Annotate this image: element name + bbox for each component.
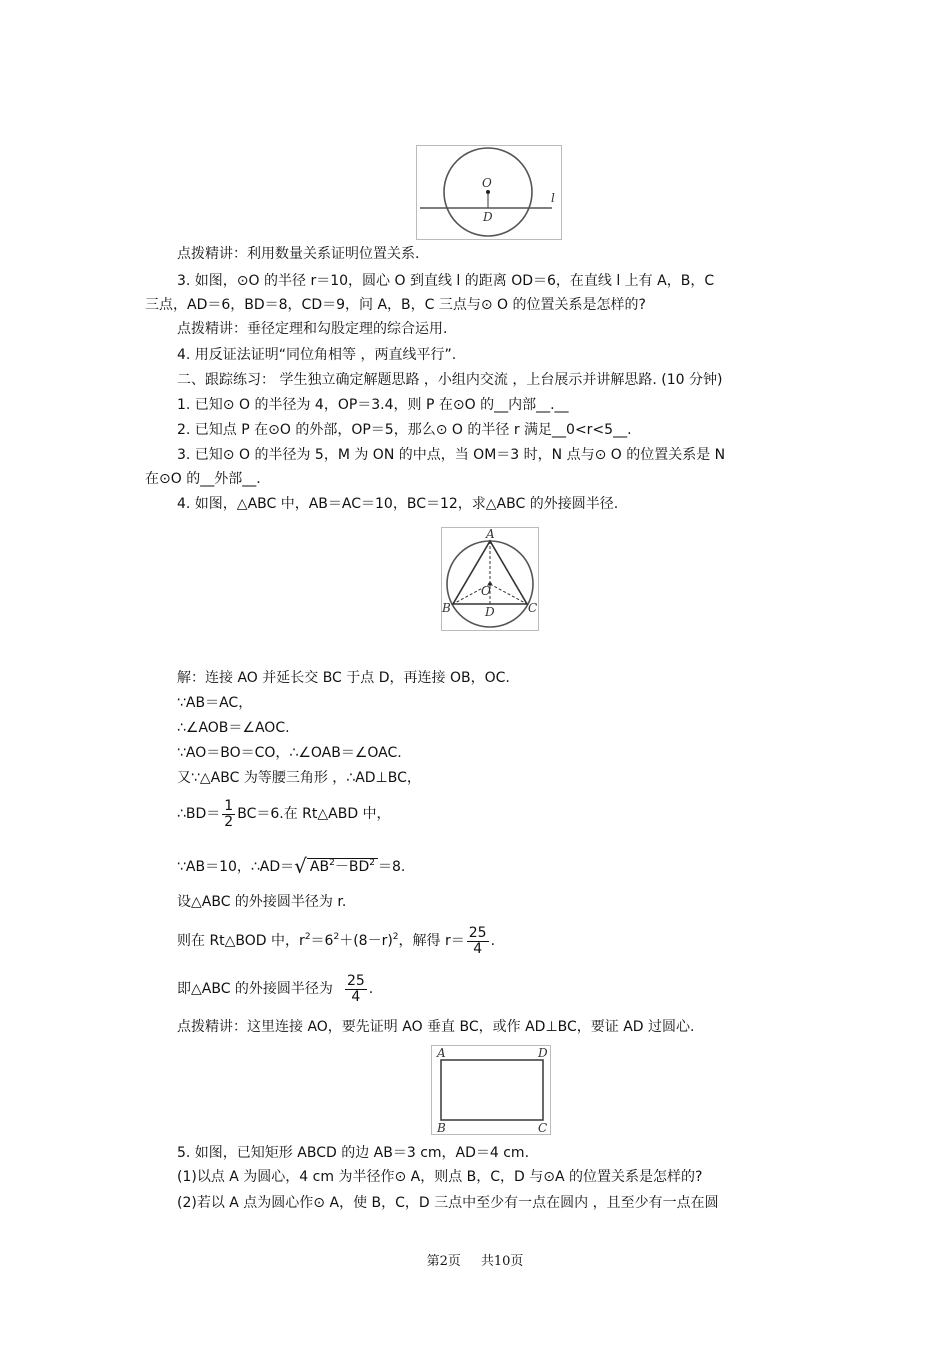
solution-line-10: [177, 972, 373, 1006]
fraction-denominator: 4: [351, 988, 361, 1005]
exponent: 2: [369, 858, 375, 868]
question-5-part-1: (1)以点 A 为圆心，4 cm 为半径作⊙ A，则点 B，C，D 与⊙A 的位置关系是怎样的?: [177, 1169, 703, 1185]
solution-9-part: ，解得 r＝: [398, 933, 465, 949]
solution-line-9: [177, 924, 495, 958]
label-d: D: [483, 210, 493, 224]
fraction-denominator: 4: [473, 940, 483, 957]
solution-10-end: .: [368, 981, 374, 997]
exponent: 2: [304, 932, 311, 942]
label-o: O: [482, 176, 492, 190]
solution-7-text: ∵AB＝10，∴AD＝: [177, 859, 295, 875]
label-c: C: [528, 601, 538, 615]
tip-1: 点拨精讲：利用数量关系证明位置关系.: [177, 246, 420, 262]
question-3-line-1: 3. 如图，⊙O 的半径 r＝10，圆心 O 到直线 l 的距离 OD＝6，在直线 l 上有 A，B，C: [177, 273, 715, 289]
question-5-part-2: (2)若以 A 点为圆心作⊙ A，使 B，C，D 三点中至少有一点在圆内 ，且至少有一点在圆: [177, 1195, 719, 1211]
solution-line-2: ∵AB＝AC，: [177, 695, 253, 711]
exercise-2-end: .: [627, 422, 632, 438]
solution-line-7: [177, 855, 405, 878]
label-d: D: [538, 1046, 548, 1060]
solution-6-text: ∴BD＝: [177, 806, 221, 822]
label-l: l: [551, 191, 555, 205]
label-o: O: [481, 584, 491, 598]
exercise-4: 4. 如图，△ABC 中，AB＝AC＝10，BC＝12，求△ABC 的外接圆半径.: [177, 496, 619, 512]
tip-2: 点拨精讲：垂径定理和勾股定理的综合运用.: [177, 321, 448, 337]
exponent: 2: [392, 932, 399, 942]
page-total: 共10页: [480, 1254, 524, 1269]
figure-circle-line: [416, 145, 562, 240]
solution-line-1: 解：连接 AO 并延长交 BC 于点 D，再连接 OB，OC.: [177, 670, 510, 686]
exercise-1: [177, 396, 569, 414]
solution-line-4: ∵AO＝BO＝CO，∴∠OAB＝∠OAC.: [177, 745, 402, 761]
section-heading-2: 二、跟踪练习： 学生独立确定解题思路 ，小组内交流 ，上台展示并讲解思路. (10 分钟): [177, 372, 723, 388]
point-o: [486, 190, 490, 194]
exercise-1-text: 1. 已知⊙ O 的半径为 4，OP＝3.4，则 P 在⊙O 的: [177, 397, 495, 413]
label-a: A: [437, 1046, 446, 1060]
solution-9-part: ＋(8－r): [339, 933, 393, 949]
solution-line-8: 设△ABC 的外接圆半径为 r.: [177, 894, 347, 910]
page-footer: [0, 1250, 950, 1269]
sqrt-sign: √: [294, 854, 307, 878]
exercise-3-text: 在⊙O 的: [145, 471, 201, 487]
solution-line-3: ∴∠AOB＝∠AOC.: [177, 720, 290, 736]
radicand: [307, 858, 378, 876]
solution-10-text: 即△ABC 的外接圆半径为: [177, 981, 333, 997]
label-b: B: [437, 1121, 446, 1135]
fraction-half: [222, 799, 235, 830]
solution-6-rest: BC＝6.在 Rt△ABD 中，: [237, 806, 391, 822]
solution-7-result: ＝8.: [377, 859, 406, 875]
exercise-3-answer: __外部__: [200, 471, 257, 487]
label-d: D: [485, 605, 495, 619]
figure-rectangle: [431, 1045, 551, 1135]
label-c: C: [538, 1121, 548, 1135]
question-3-line-2: 三点，AD＝6，BD＝8，CD＝9，问 A，B，C 三点与⊙ O 的位置关系是怎样的?: [145, 297, 646, 313]
exercise-2-answer: __0<r<5__: [552, 422, 628, 438]
figure-triangle-circle: [441, 527, 539, 631]
fraction-numerator: 25: [346, 972, 365, 989]
solution-9-end: .: [490, 933, 496, 949]
exponent: 2: [333, 932, 340, 942]
exercise-2: [177, 421, 632, 439]
radicand-bd: －BD: [334, 859, 370, 875]
fraction-denominator: 2: [224, 813, 234, 830]
fraction-25-4: [467, 926, 489, 957]
solution-9-part: ＝6: [310, 933, 334, 949]
solution-line-5: 又∵△ABC 为等腰三角形 ，∴AD⊥BC，: [177, 770, 421, 786]
rectangle-abcd: [441, 1060, 543, 1120]
exponent: 2: [329, 858, 335, 868]
exercise-2-text: 2. 已知点 P 在⊙O 的外部，OP＝5，那么⊙ O 的半径 r 满足: [177, 422, 553, 438]
exercise-1-answer: __内部__.__: [494, 397, 569, 413]
page-number: 第2页: [426, 1254, 461, 1269]
question-4: 4. 用反证法证明“同位角相等 ，两直线平行”.: [177, 347, 457, 363]
exercise-3-end: .: [256, 471, 261, 487]
solution-9-text: 则在 Rt△BOD 中，r: [177, 933, 305, 949]
exercise-3-line-1: 3. 已知⊙ O 的半径为 5，M 为 ON 的中点，当 OM＝3 时，N 点与⊙ O 的位置关系是 N: [177, 447, 726, 463]
solution-line-6: [177, 797, 391, 831]
question-5: 5. 如图，已知矩形 ABCD 的边 AB＝3 cm，AD＝4 cm.: [177, 1145, 530, 1161]
label-a: A: [486, 527, 495, 541]
exercise-3-line-2: [145, 470, 261, 488]
radicand-ab: AB: [309, 859, 330, 875]
fraction-numerator: 25: [468, 924, 487, 941]
tip-3: 点拨精讲：这里连接 AO，要先证明 AO 垂直 BC，或作 AD⊥BC，要证 AD 过圆心.: [177, 1019, 695, 1035]
fraction-numerator: 1: [224, 797, 234, 814]
fraction-25-4: [345, 974, 367, 1005]
label-b: B: [442, 601, 451, 615]
